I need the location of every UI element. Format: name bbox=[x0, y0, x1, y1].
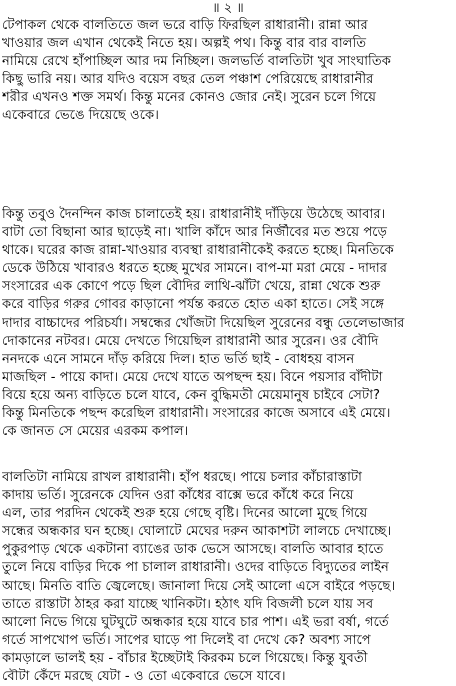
text-line: ননদকে এনে সামনে দাঁড় করিয়ে দিল। হাত ভর্তি ছাই - বোধহয় বাসন bbox=[2, 351, 355, 367]
text-line: ডেকে উঠিয়ে খাবারও ধরতে হচ্ছে মুখের সামনে। বাপ-মা মরা মেয়ে - দাদার bbox=[2, 261, 387, 277]
text-line: আলো নিভে গিয়ে ঘুটঘুটে অন্ধকার হয়ে যাবে চার পাশ। এই ভরা বর্ষা, গর্তে bbox=[2, 614, 389, 630]
text-line: খাওয়ার জল এখান থেকেই নিতে হয়। অল্পই পথ। কিন্তু বার বার বালতি bbox=[2, 36, 367, 52]
text-line: সন্ধের অন্ধকার ঘন হচ্ছে। ঘোলাটে মেঘের দরুন আকাশটা লালচে দেখাচ্ছে। bbox=[2, 524, 392, 540]
text-line: তুলে নিয়ে বাড়ির দিকে পা চালাল রাধারানী। ওদের বাড়িতে বিদ্যুতের লাইন bbox=[2, 560, 389, 576]
text-line: দাদার বাচ্চাদের পরিচর্যা। সম্বন্ধের খোঁজটা দিয়েছিল সুরেনের বন্ধু তেলেভাজার bbox=[2, 315, 405, 331]
text-line: বালতিটা নামিয়ে রাখল রাধারানী। হাঁপ ধরছে। পায়ে চলার কাঁচারাস্তাটা bbox=[2, 470, 362, 485]
text-line: বাটা তো বিছানা আর ছাড়েই না। খালি কাঁদে আর নির্জীবের মত শুয়ে পড়ে bbox=[2, 225, 388, 241]
text-line: করে বাড়ির গরুর গোবর কাড়ানো পর্যন্ত করতে হোত একা হাতে। সেই সঙ্গে bbox=[2, 297, 384, 313]
paragraph-2 bbox=[2, 206, 454, 441]
text-line: আছে। মিনতি বাতি জ্বেলেছে। জানালা দিয়ে সেই আলো এসে বাইরে পড়ছে। bbox=[2, 578, 396, 594]
text-line: বৌটা কেঁদে মরছে যেটা - ও তো একেবারে ভেসে যাবে। bbox=[2, 669, 286, 685]
text-line: কিন্তু মিনতিকে পছন্দ করেছিল রাধারানী। সংসারের কাজে অসাবে এই মেয়ে। bbox=[2, 406, 391, 422]
text-line: তাতে রাস্তাটা ঠাহর করা যাচ্ছে খানিকটা। হঠাৎ যদি বিজলী চলে যায় সব bbox=[2, 596, 374, 612]
text-line: কিছু ভারি নয়। আর যদিও বয়েস বছর তেল পঞ্চাশ পেরিয়েছে রাধারানীর bbox=[2, 72, 374, 88]
text-line: এল, তার পরদিন থেকেই শুরু হয়ে গেছে বৃষ্টি। দিনের আলো মুছে গিয়ে bbox=[2, 506, 368, 522]
text-line: দোকানের নটবর। মেয়ে দেখতে গিয়েছিল রাধারানী আর সুরেন। ওর বৌদি bbox=[2, 333, 379, 349]
text-line: শরীর এখনও শক্ত সমর্থ। কিন্তু মনের কোনও জোর নেই। সুরেন চলে গিয়ে bbox=[2, 90, 377, 106]
text-line: কিন্তু তবুও দৈনন্দিন কাজ চালাতেই হয়। রাধারানীই দাঁড়িয়ে উঠেছে আবার। bbox=[2, 207, 386, 222]
text-line: কে জানত সে মেয়ের এরকম কপাল। bbox=[2, 424, 189, 440]
text-line: গর্তে সাপখোপ ভর্তি। সাপের ঘাড়ে পা দিলেই বা দেখে কে? অবশ্য সাপে bbox=[2, 632, 371, 648]
text-line: মাজছিল - পায়ে কাদা। মেয়ে দেখে যাতে অপছন্দ হয়। বিনে পয়সার বাঁদীটা bbox=[2, 369, 383, 385]
text-line: টেপাকল থেকে বালতিতে জল ভরে বাড়ি ফিরছিল রাধারানী। রান্না আর bbox=[2, 18, 368, 33]
text-line: কাদায় ভর্তি। সুরেনকে যেদিন ওরা কাঁধের বাক্সে ভরে কাঁধে করে নিয়ে bbox=[2, 488, 354, 504]
paragraph-3 bbox=[2, 469, 454, 686]
page-number: ॥ ২ ॥ bbox=[212, 1, 244, 16]
text-line: একেবারে ভেঙে দিয়েছে ওকে। bbox=[2, 108, 160, 124]
text-line: থাকে। ঘরের কাজ রান্না-খাওয়ার ব্যবস্থা রাধারানীকেই করতে হচ্ছে। মিনতিকে bbox=[2, 243, 394, 259]
text-line: বিয়ে হয়ে অন্য বাড়িতে চলে যাবে, কেন বুদ্ধিমতী মেয়েমানুষ চাইবে সেটা? bbox=[2, 387, 381, 403]
paragraph-1 bbox=[2, 17, 454, 126]
text-line: কামড়ালে ভালই হয় - বাঁচার ইচ্ছেটাই কিরকম চলে গিয়েছে। কিন্তু যুবতী bbox=[2, 650, 368, 666]
text-line: পুকুরপাড় থেকে একটানা ব্যাঙের ডাক ভেসে আসছে। বালতি আবার হাতে bbox=[2, 542, 384, 558]
text-line: নামিয়ে রেখে হাঁপাচ্ছিল আর দম নিচ্ছিল। জলভর্তি বালতিটা খুব সাংঘাতিক bbox=[2, 54, 391, 70]
text-line: সংসারের এক কোণে পড়ে ছিল বৌদির লাথি-ঝাঁটা খেয়ে, রান্না থেকে শুরু bbox=[2, 279, 381, 295]
